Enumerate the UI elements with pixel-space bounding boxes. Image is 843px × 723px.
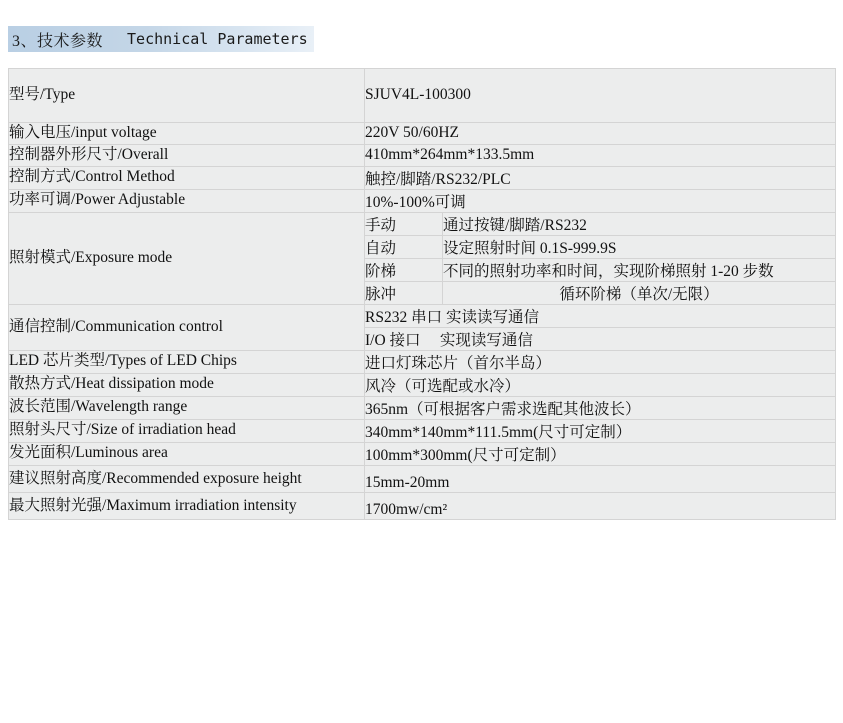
row-label: 控制器外形尺寸/Overall [9,144,365,166]
row-label: 型号/Type [9,69,365,123]
row-label: 照射头尺寸/Size of irradiation head [9,419,365,442]
table-row [9,304,836,327]
row-value: 10%-100%可调 [365,189,836,212]
row-label: 照射模式/Exposure mode [9,212,365,304]
row-value: 365nm（可根据客户需求选配其他波长） [365,396,836,419]
table-row [9,419,836,442]
row-value: 循环阶梯（单次/无限） [443,281,836,304]
row-label: 功率可调/Power Adjustable [9,189,365,212]
table-row [9,442,836,465]
row-value: 15mm-20mm [365,465,836,492]
table-row [9,373,836,396]
table-row [9,166,836,189]
row-value: 340mm*140mm*111.5mm(尺寸可定制） [365,419,836,442]
row-value: 进口灯珠芯片（首尔半岛） [365,350,836,373]
table-row [9,69,836,123]
row-value: I/O 接口 实现读写通信 [365,327,836,350]
row-value: 410mm*264mm*133.5mm [365,144,836,166]
row-label: 建议照射高度/Recommended exposure height [9,465,365,492]
row-label: LED 芯片类型/Types of LED Chips [9,350,365,373]
row-sub-label: 阶梯 [365,258,443,281]
row-sub-label: 脉冲 [365,281,443,304]
table-row [9,122,836,144]
row-value: 设定照射时间 0.1S-999.9S [443,235,836,258]
table-row [9,144,836,166]
row-value: 通过按键/脚踏/RS232 [443,212,836,235]
row-value: 不同的照射功率和时间，实现阶梯照射 1-20 步数 [443,258,836,281]
row-sub-label: 手动 [365,212,443,235]
row-value: SJUV4L-100300 [365,69,836,123]
row-label: 波长范围/Wavelength range [9,396,365,419]
section-heading [8,26,314,52]
row-value: 触控/脚踏/RS232/PLC [365,166,836,189]
section-heading-cn: 3、技术参数 [12,32,104,50]
table-row [9,396,836,419]
table-row [9,350,836,373]
row-value: 1700mw/cm² [365,492,836,519]
row-value: 100mm*300mm(尺寸可定制） [365,442,836,465]
technical-parameters-table [8,68,836,520]
row-label: 发光面积/Luminous area [9,442,365,465]
row-label: 通信控制/Communication control [9,304,365,350]
row-value: 风冷（可选配或水冷） [365,373,836,396]
table-row [9,465,836,492]
row-label: 输入电压/input voltage [9,122,365,144]
row-value: RS232 串口 实读读写通信 [365,304,836,327]
table-row [9,492,836,519]
table-row [9,189,836,212]
row-sub-label: 自动 [365,235,443,258]
table-row [9,212,836,235]
row-value: 220V 50/60HZ [365,122,836,144]
section-heading-en: Technical Parameters [127,30,308,48]
row-label: 最大照射光强/Maximum irradiation intensity [9,492,365,519]
row-label: 控制方式/Control Method [9,166,365,189]
row-label: 散热方式/Heat dissipation mode [9,373,365,396]
